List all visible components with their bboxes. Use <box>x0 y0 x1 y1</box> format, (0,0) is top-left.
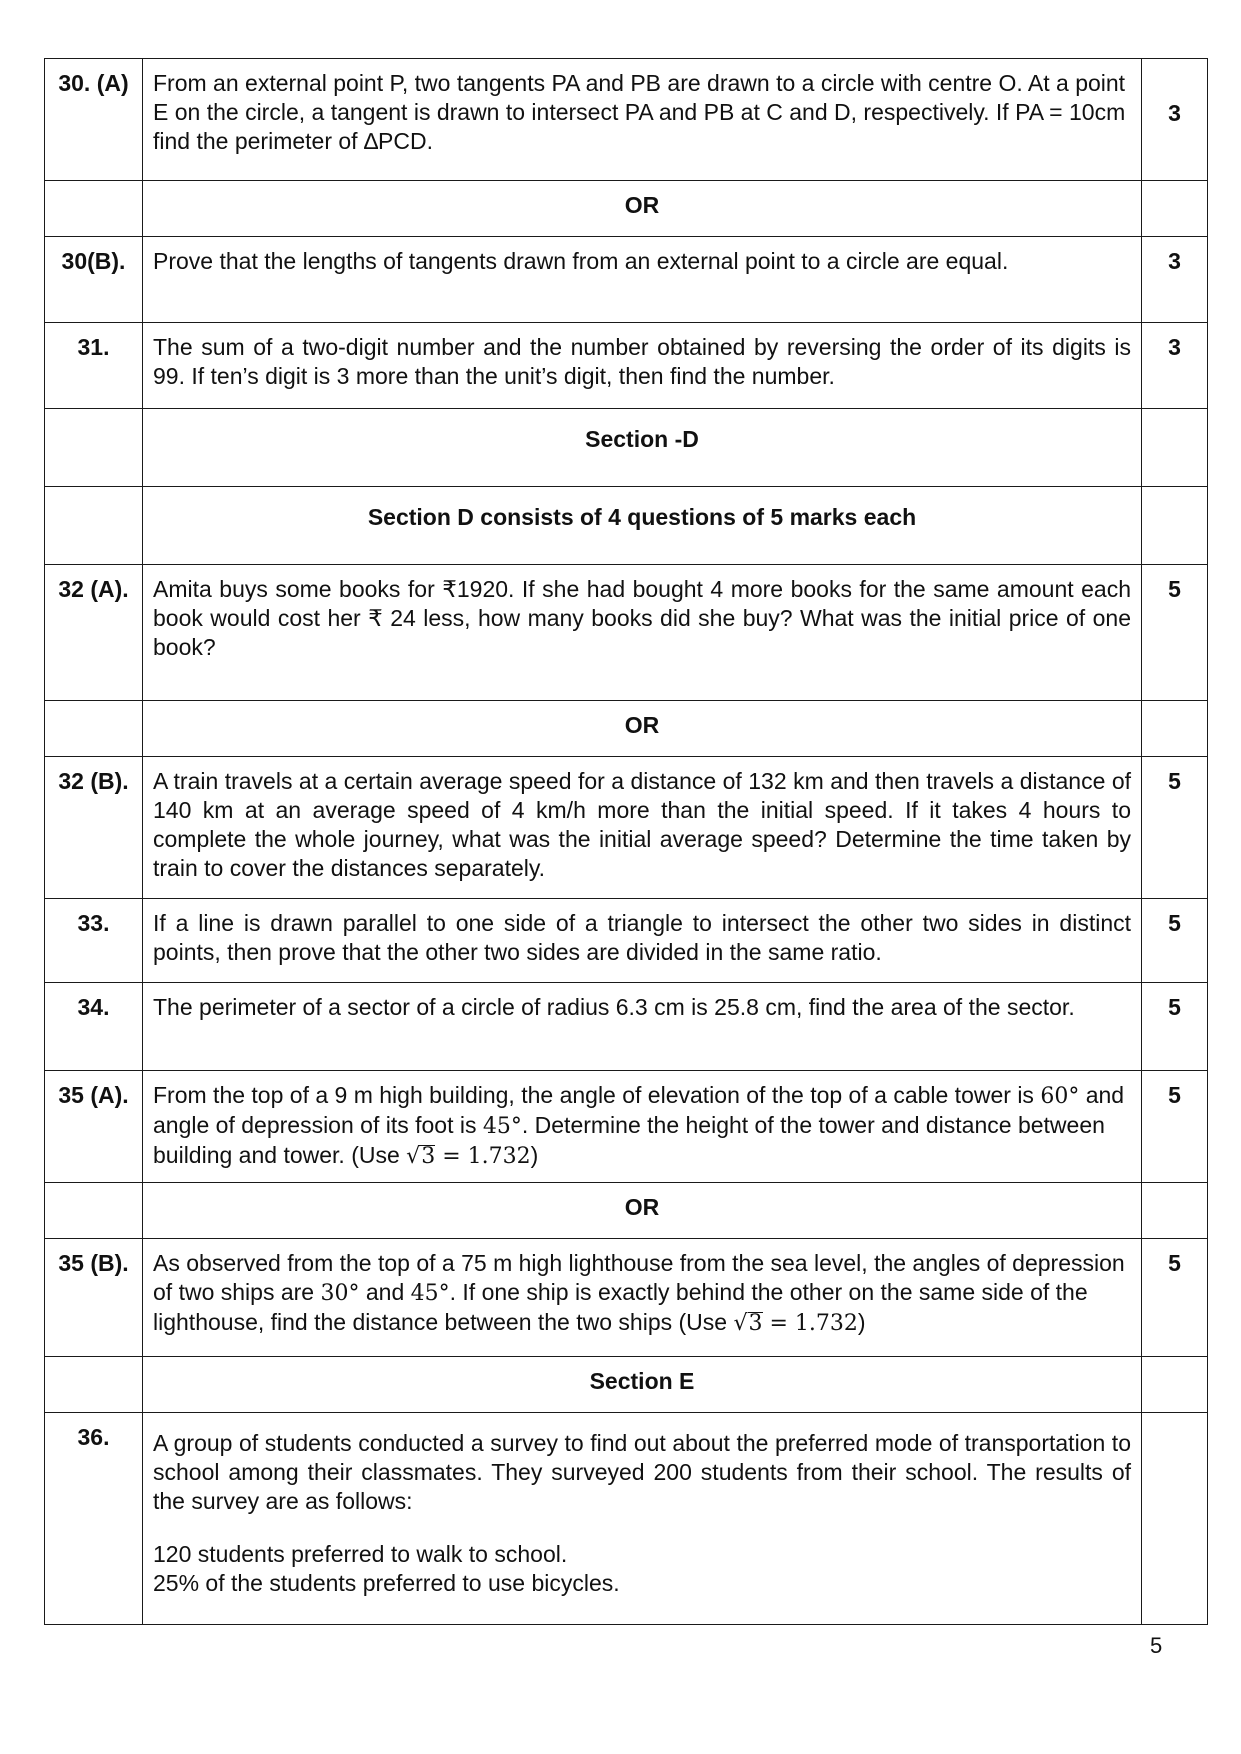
text-part: ) <box>857 1309 866 1335</box>
question-marks: 3 <box>1142 237 1208 323</box>
or-row <box>45 181 1208 237</box>
question-intro: A group of students conducted a survey to find out about the preferred mode of transportation to school among their classmates. They surveyed 200 students from their school. The results of the survey are as follows: <box>153 1430 1131 1514</box>
question-text: The sum of a two-digit number and the number obtained by reversing the order of its digits is 99. If ten’s digit is 3 more than the unit’s digit, then find the number. <box>143 323 1142 409</box>
section-d-heading: Section -D <box>143 409 1142 487</box>
question-marks: 5 <box>1142 899 1208 983</box>
sqrt-expression: √3 = 1.732 <box>406 1144 531 1169</box>
empty-cell <box>1142 487 1208 565</box>
question-row-30b <box>45 237 1208 323</box>
question-text: The perimeter of a sector of a circle of radius 6.3 cm is 25.8 cm, find the area of the sector. <box>143 983 1142 1071</box>
question-number: 36. <box>45 1413 143 1625</box>
question-text <box>143 1239 1142 1357</box>
question-marks: 3 <box>1142 323 1208 409</box>
question-text <box>143 1071 1142 1183</box>
question-text: From an external point P, two tangents PA and PB are drawn to a circle with centre O. At a point E on the circle, a tangent is drawn to intersect PA and PB at C and D, respectively. If PA = 10cm find the perimeter of ∆PCD. <box>143 59 1142 181</box>
question-row-32a <box>45 565 1208 701</box>
angle-value: 45° <box>482 1114 522 1139</box>
question-text: If a line is drawn parallel to one side of a triangle to intersect the other two sides in distinct points, then prove that the other two sides are divided in the same ratio. <box>143 899 1142 983</box>
text-part: and angle of depression of its foot is <box>153 1082 1125 1138</box>
question-text: A train travels at a certain average speed for a distance of 132 km and then travels a distance of 140 km at an average speed of 4 km/h more than the initial speed. If it takes 4 hours to complete the whole journey, what was the initial average speed? Determine the time taken by train to cover the distances separately. <box>143 757 1142 899</box>
sqrt-argument: 3 <box>748 1311 763 1336</box>
question-number: 32 (A). <box>45 565 143 701</box>
or-label: OR <box>143 701 1142 757</box>
question-text: Prove that the lengths of tangents drawn from an external point to a circle are equal. <box>143 237 1142 323</box>
empty-cell <box>1142 181 1208 237</box>
question-row-35a <box>45 1071 1208 1183</box>
empty-cell <box>1142 409 1208 487</box>
empty-cell <box>1142 1413 1208 1625</box>
question-number: 30. (A) <box>45 59 143 181</box>
survey-line: 25% of the students preferred to use bicycles. <box>153 1570 620 1596</box>
empty-cell <box>45 409 143 487</box>
question-number: 35 (A). <box>45 1071 143 1183</box>
question-row-30a <box>45 59 1208 181</box>
page-number: 5 <box>1150 1633 1163 1658</box>
question-number: 32 (B). <box>45 757 143 899</box>
question-marks: 5 <box>1142 565 1208 701</box>
text-part: ) <box>530 1142 539 1168</box>
sqrt-expression: √3 = 1.732 <box>733 1311 858 1336</box>
question-text <box>143 1413 1142 1625</box>
text-part: . If one ship is exactly behind the other on the same side of the lighthouse, find the distance between the two ships (Use <box>153 1279 1088 1335</box>
or-label: OR <box>143 181 1142 237</box>
question-row-35b <box>45 1239 1208 1357</box>
question-number: 31. <box>45 323 143 409</box>
text-part: and <box>365 1279 405 1305</box>
question-marks: 5 <box>1142 983 1208 1071</box>
question-marks: 3 <box>1142 59 1208 181</box>
empty-cell <box>45 701 143 757</box>
text-part: As observed from the top of a 75 m high lighthouse from the sea level, the angles of depression of two ships are <box>153 1250 1125 1305</box>
or-row <box>45 701 1208 757</box>
empty-cell <box>1142 1183 1208 1239</box>
empty-cell <box>45 181 143 237</box>
question-row-34 <box>45 983 1208 1071</box>
sqrt-argument: 3 <box>421 1144 436 1169</box>
question-row-32b <box>45 757 1208 899</box>
question-row-31 <box>45 323 1208 409</box>
question-table <box>44 58 1208 1625</box>
survey-line: 120 students preferred to walk to school. <box>153 1541 568 1567</box>
sqrt-value: = 1.732 <box>442 1144 531 1169</box>
angle-value: 30° <box>320 1281 360 1306</box>
sqrt-value: = 1.732 <box>769 1311 858 1336</box>
section-heading-row <box>45 1357 1208 1413</box>
question-marks: 5 <box>1142 757 1208 899</box>
question-text: Amita buys some books for ₹1920. If she had bought 4 more books for the same amount each book would cost her ₹ 24 less, how many books did she buy? What was the initial price of one book? <box>143 565 1142 701</box>
empty-cell <box>1142 1357 1208 1413</box>
empty-cell <box>45 1183 143 1239</box>
angle-value: 45° <box>410 1281 450 1306</box>
question-marks: 5 <box>1142 1239 1208 1357</box>
question-number: 34. <box>45 983 143 1071</box>
section-info-row <box>45 487 1208 565</box>
question-marks: 5 <box>1142 1071 1208 1183</box>
section-heading-row <box>45 409 1208 487</box>
question-number: 33. <box>45 899 143 983</box>
empty-cell <box>45 487 143 565</box>
section-e-heading: Section E <box>143 1357 1142 1413</box>
or-row <box>45 1183 1208 1239</box>
question-row-36 <box>45 1413 1208 1625</box>
or-label: OR <box>143 1183 1142 1239</box>
section-d-info: Section D consists of 4 questions of 5 marks each <box>143 487 1142 565</box>
question-number: 35 (B). <box>45 1239 143 1357</box>
question-row-33 <box>45 899 1208 983</box>
text-part: From the top of a 9 m high building, the angle of elevation of the top of a cable tower is <box>153 1082 1034 1108</box>
question-number: 30(B). <box>45 237 143 323</box>
spacer <box>153 1516 1131 1540</box>
text-part: . Determine the height of the tower and distance between building and tower. (Use <box>153 1112 1105 1168</box>
empty-cell <box>1142 701 1208 757</box>
angle-value: 60° <box>1040 1084 1080 1109</box>
empty-cell <box>45 1357 143 1413</box>
